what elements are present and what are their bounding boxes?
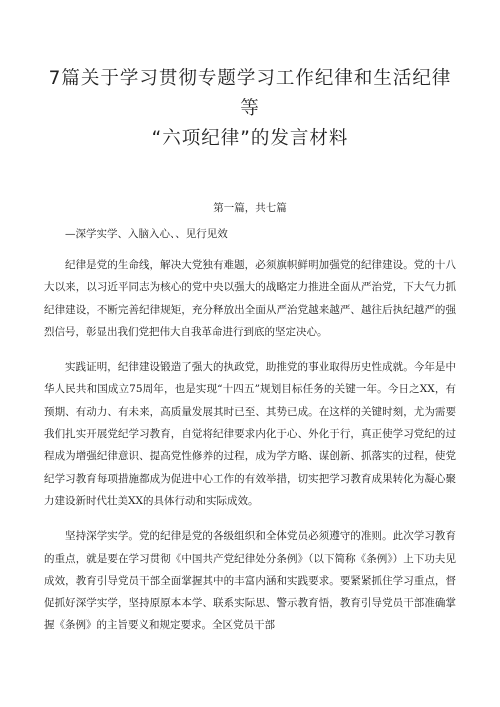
body-paragraph-3: 坚持深学实学。党的纪律是党的各级组织和全体党员必须遵守的准则。此次学习教育的重点，就是要在学习贯彻《中国共产党纪律处分条例》（以下简称《条例》）上下功夫见成效，教育引导党员干部全面掌握其中的丰富内涵和实践要求。要紧紧抓住学习重点，督促抓好深学实学，坚持原原本本学、联系实际思、警示教育悟，教育引导党员干部准确掌握《条例》的主旨要义和规定要求。全区党员干部 xyxy=(44,530,456,632)
section-heading: 第一篇，共七篇 xyxy=(213,202,287,214)
body-paragraph-1: 纪律是党的生命线，解决大党独有难题，必须旗帜鲜明加强党的纪律建设。党的十八大以来，以习近平同志为核心的党中央以强大的战略定力推进全面从严治党，下大气力抓纪律建设，不断完善纪律规矩，充分释放出全面从严治党越来越严、越往后执纪越严的强烈信号，彰显出我们党把伟大自我革命进行到底的坚定决心。 xyxy=(44,259,456,338)
title-line-1: 7篇关于学习贯彻专题学习工作纪律和生活纪律等 xyxy=(48,68,452,119)
lead-line: —深学实学、入脑入心、、见行见效 xyxy=(65,228,228,240)
body-paragraph-2: 实践证明，纪律建设锻造了强大的执政党，助推党的事业取得历史性成就。今年是中华人民共和国成立75周年，也是实现“十四五”规划目标任务的关键一年。今日之XX，有预期、有动力、有未来，高质量发展其时已至、其势已成。在这样的关键时刻，尤为需要我们扎实开展党纪学习教育，自觉将纪律要求内化于心、外化于行，真正使学习党纪的过程成为增强纪律意识、提高党性修养的过程，成为学方略、谋创新、抓落实的过程，使党纪学习教育每项措施都成为促进中心工作的有效举措，切实把学习教育成果转化为凝心聚力建设新时代壮美XX的具体行动和实际成效。 xyxy=(44,361,456,507)
document-title xyxy=(44,64,456,154)
title-line-2: “六项纪律”的发言材料 xyxy=(151,128,349,149)
